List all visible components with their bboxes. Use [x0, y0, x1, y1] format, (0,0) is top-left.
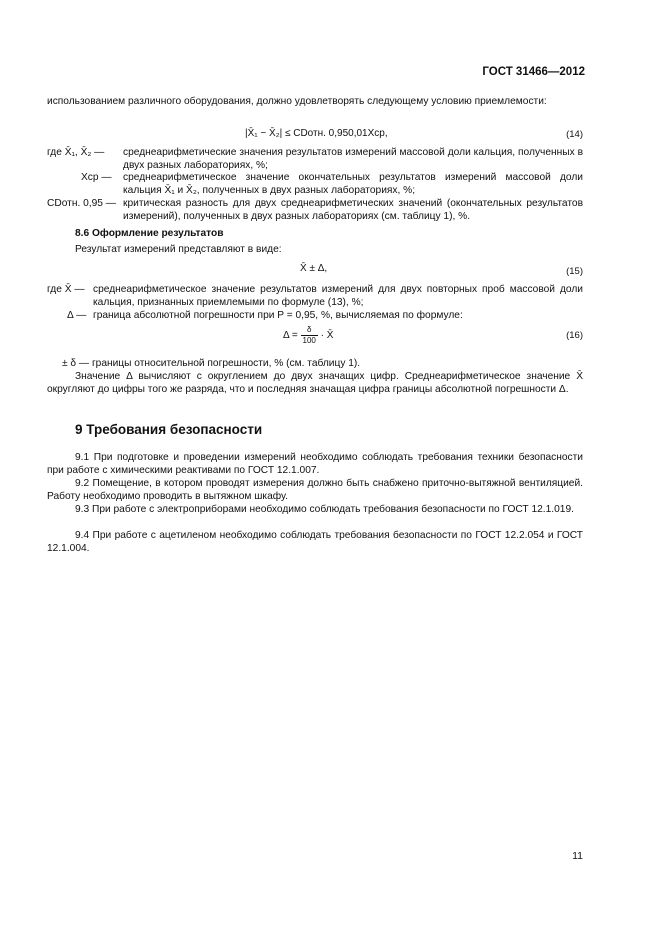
formula-16-fraction [301, 325, 318, 346]
definition-text: критическая разность для двух среднеарифметических значений (окончательных результатов измерений), полученных в двух разных лабораториях (см. таблицу 1), %. [123, 198, 583, 222]
definition-text: среднеарифметическое значение результатов измерений для двух повторных проб массовой доли кальция, признанных приемлемыми по формуле (13), %; [93, 284, 583, 308]
definition-cd [47, 197, 583, 225]
definition-term: Xср — [81, 172, 112, 183]
formula-16-denominator: 100 [302, 336, 316, 345]
definition-text: граница абсолютной погрешности при P = 0,95, %, вычисляемая по формуле: [93, 310, 463, 321]
definition-term: CDотн. 0,95 — [47, 198, 116, 209]
definition-x1-x2 [47, 146, 583, 174]
formula-16 [283, 325, 333, 346]
formula-16-lhs: Δ = [283, 330, 298, 342]
definition-term: где X̄ — [47, 284, 85, 295]
section-8-6-title: 8.6 Оформление результатов [75, 228, 224, 239]
section-9-3: 9.3 При работе с электроприборами необходимо соблюдать требования безопасности по ГОСТ 12.1.019. [75, 504, 574, 515]
section-8-6-lead: Результат измерений представляют в виде: [75, 244, 282, 255]
formula-14-number: (14) [566, 129, 583, 140]
definition-text: среднеарифметические значения результатов измерений массовой доли кальция, полученных в двух разных лабораториях, %; [123, 147, 583, 171]
section-9-1: 9.1 При подготовке и проведении измерений необходимо соблюдать требования техники безопасности при работе с химическими реактивами по ГОСТ 12.1.007. [47, 452, 583, 476]
definition-delta [47, 309, 583, 323]
definition-x-mean [47, 283, 583, 311]
rounding-paragraph: Значение Δ вычисляют с округлением до двух значащих цифр. Среднеарифметическое значение X̄ округляют до цифры того же разряда, что и последняя значащая цифра границы абсолютной погрешности Δ. [47, 371, 583, 395]
section-8-6 [75, 227, 583, 256]
definition-xcp [47, 171, 583, 199]
formula-16-numerator: δ [301, 325, 318, 336]
definition-text: среднеарифметическое значение окончательных результатов измерений массовой доли кальция X̄₁ и X̄₂, полученных в двух разных лабораториях, %; [123, 172, 583, 196]
formula-15-number: (15) [566, 266, 583, 277]
formula-16-rhs: · X̄ [320, 330, 334, 342]
page-number: 11 [572, 850, 583, 862]
intro-paragraph: использованием различного оборудования, должно удовлетворять следующему условию приемлемости: [47, 96, 547, 107]
section-9-2: 9.2 Помещение, в котором проводят измерения должно быть снабжено приточно-вытяжной вентиляцией. Работу необходимо проводить в вытяжном шкафу. [47, 478, 583, 502]
definition-term: где X̄₁, X̄₂ — [47, 147, 105, 158]
delta-definition: ± δ — границы относительной погрешности, % (см. таблицу 1). [62, 358, 361, 369]
formula-16-number: (16) [566, 330, 583, 341]
section-9-4: 9.4 При работе с ацетиленом необходимо соблюдать требования безопасности по ГОСТ 12.2.054 и ГОСТ 12.1.004. [47, 530, 583, 554]
formula-14: |X̄₁ − X̄₂| ≤ CDотн. 0,950,01Xср, [245, 128, 388, 139]
document-header: ГОСТ 31466—2012 [482, 66, 585, 78]
formula-15: X̄ ± Δ, [300, 263, 328, 274]
section-9-title: 9 Требования безопасности [75, 422, 263, 437]
definition-term: Δ — [67, 310, 87, 321]
